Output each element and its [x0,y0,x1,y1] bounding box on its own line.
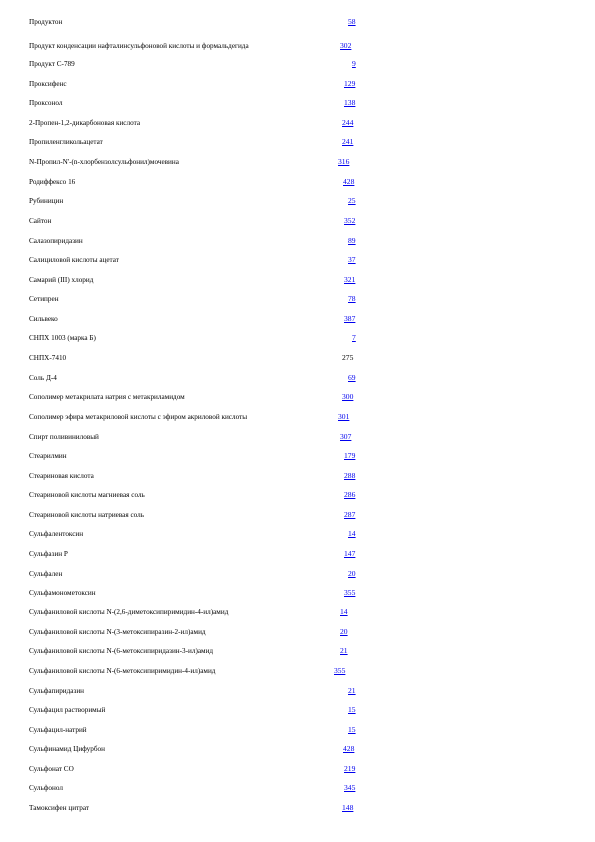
index-term: Сайтон [29,217,52,225]
index-entry [0,97,595,109]
page-link[interactable]: 9 [352,59,356,68]
index-term: Сульфинамид Цифурбон [29,745,105,753]
page-link[interactable]: 37 [348,255,356,264]
index-entry [0,274,595,286]
index-entry [0,704,595,716]
page-link[interactable]: 58 [348,17,356,26]
page-link[interactable]: 287 [344,510,356,519]
index-term: Проксифенс [29,80,67,88]
index-term: СНПХ 1003 (марка Б) [29,334,96,342]
index-term: 2-Пропен-1,2-дикарбоновая кислота [29,119,141,127]
index-term: Сульфален [29,570,63,578]
index-term: Стеарилмин [29,452,67,460]
index-term: N-Пропил-N'-(n-хлорбензолсульфонил)мочевина [29,158,179,166]
page-link: 275 [342,353,354,362]
index-term: СНПХ-7410 [29,354,67,362]
index-term: Стеариновая кислота [29,472,94,480]
index-term: Сульфазин Р [29,550,68,558]
index-term: Сополимер метакрилата натрия с метакриламидом [29,393,185,401]
index-term: Сульфамонометоксин [29,589,96,597]
index-entry [0,724,595,736]
page-link[interactable]: 7 [352,333,356,342]
index-term: Сульфаниловой кислоты N-(6-метоксипиридазин-3-ил)амид [29,647,214,655]
page-link[interactable]: 288 [344,471,356,480]
page-link[interactable]: 21 [340,646,348,655]
page-link[interactable]: 321 [344,275,356,284]
index-term: Сополимер эфира метакриловой кислоты с эфиром акриловой кислоты [29,413,248,421]
page-link[interactable]: 78 [348,294,356,303]
index-term: Сульфонат СО [29,765,74,773]
index-entry [0,313,595,325]
index-entry [0,78,595,90]
index-term: Сульфапиридазин [29,687,85,695]
page-link[interactable]: 20 [348,569,356,578]
page-link[interactable]: 244 [342,118,354,127]
page-link[interactable]: 345 [344,783,356,792]
index-entry [0,215,595,227]
index-term: Пропиленгликольацетат [29,138,103,146]
index-entry [0,587,595,599]
index-entry [0,763,595,775]
page-link[interactable]: 241 [342,137,354,146]
index-entry [0,431,595,443]
index-term: Сильвеко [29,315,58,323]
index-entry [0,743,595,755]
index-term: Сульфонол [29,784,63,792]
page-link[interactable]: 138 [344,98,356,107]
page-link[interactable]: 129 [344,79,356,88]
index-entry [0,117,595,129]
page-link[interactable]: 352 [344,216,356,225]
index-entry [0,548,595,560]
index-entry [0,254,595,266]
index-term: Сульфацил-натрий [29,726,87,734]
index-entry [0,332,595,344]
index-term: Продуктон [29,18,63,26]
index-term: Рубиницин [29,197,64,205]
page-link[interactable]: 307 [340,432,352,441]
page-link[interactable]: 15 [348,705,356,714]
page-link[interactable]: 69 [348,373,356,382]
page-link[interactable]: 355 [344,588,356,597]
index-entry [0,568,595,580]
index-term: Сетипрен [29,295,59,303]
page-link[interactable]: 89 [348,236,356,245]
index-term: Сульфаниловой кислоты N-(2,6-диметоксипиримидин-4-ил)амид [29,608,229,616]
index-term: Самарий (III) хлорид [29,276,94,284]
page-link[interactable]: 14 [340,607,348,616]
page-link[interactable]: 25 [348,196,356,205]
page-link[interactable]: 428 [343,177,355,186]
index-entry [0,645,595,657]
index-entry [0,136,595,148]
page-link[interactable]: 301 [338,412,350,421]
page-link[interactable]: 15 [348,725,356,734]
index-term: Спирт поливиниловый [29,433,99,441]
page-link[interactable]: 14 [348,529,356,538]
index-term: Сульфаниловой кислоты N-(3-метоксипиразин-2-ил)амид [29,628,206,636]
index-term: Тамоксифен цитрат [29,804,90,812]
page-link[interactable]: 21 [348,686,356,695]
index-entry [0,509,595,521]
index-entry [0,489,595,501]
index-term: Родиффексо 16 [29,178,76,186]
page-link[interactable]: 387 [344,314,356,323]
index-entry [0,470,595,482]
page-link[interactable]: 300 [342,392,354,401]
page-link[interactable]: 302 [340,41,352,50]
index-term: Салазопиридазин [29,237,83,245]
index-entry [0,685,595,697]
index-entry [0,195,595,207]
index-term: Проксонол [29,99,63,107]
page-link[interactable]: 316 [338,157,350,166]
index-entry [0,352,595,364]
index-entry [0,235,595,247]
index-entry [0,782,595,794]
page-link[interactable]: 428 [343,744,355,753]
index-entry [0,665,595,677]
page-link[interactable]: 219 [344,764,356,773]
index-term: Стеариновой кислоты натриевая соль [29,511,145,519]
index-term: Продукт С-789 [29,60,75,68]
index-term: Сульфаниловой кислоты N-(6-метоксипиримидин-4-ил)амид [29,667,216,675]
index-entry [0,40,595,52]
page-link[interactable]: 147 [344,549,356,558]
index-entry [0,528,595,540]
index-entry [0,802,595,814]
index-term: Продукт конденсации нафталинсульфоновой кислоты и формальдегида [29,42,249,50]
index-entry [0,391,595,403]
index-entry [0,156,595,168]
index-term: Соль Д-4 [29,374,57,382]
index-entry [0,450,595,462]
index-entry [0,16,595,28]
index-entry [0,372,595,384]
page-link[interactable]: 286 [344,490,356,499]
index-term: Сульфалентоксин [29,530,84,538]
index-entry [0,293,595,305]
index-entry [0,606,595,618]
index-entry [0,411,595,423]
index-entry [0,626,595,638]
index-entry [0,176,595,188]
index-entry [0,58,595,70]
index-term: Салициловой кислоты ацетат [29,256,119,264]
page-link[interactable]: 179 [344,451,356,460]
page-link[interactable]: 20 [340,627,348,636]
page-link[interactable]: 148 [342,803,354,812]
index-term: Сульфацил растворимый [29,706,106,714]
page-link[interactable]: 355 [334,666,346,675]
index-term: Стеариновой кислоты магниевая соль [29,491,145,499]
